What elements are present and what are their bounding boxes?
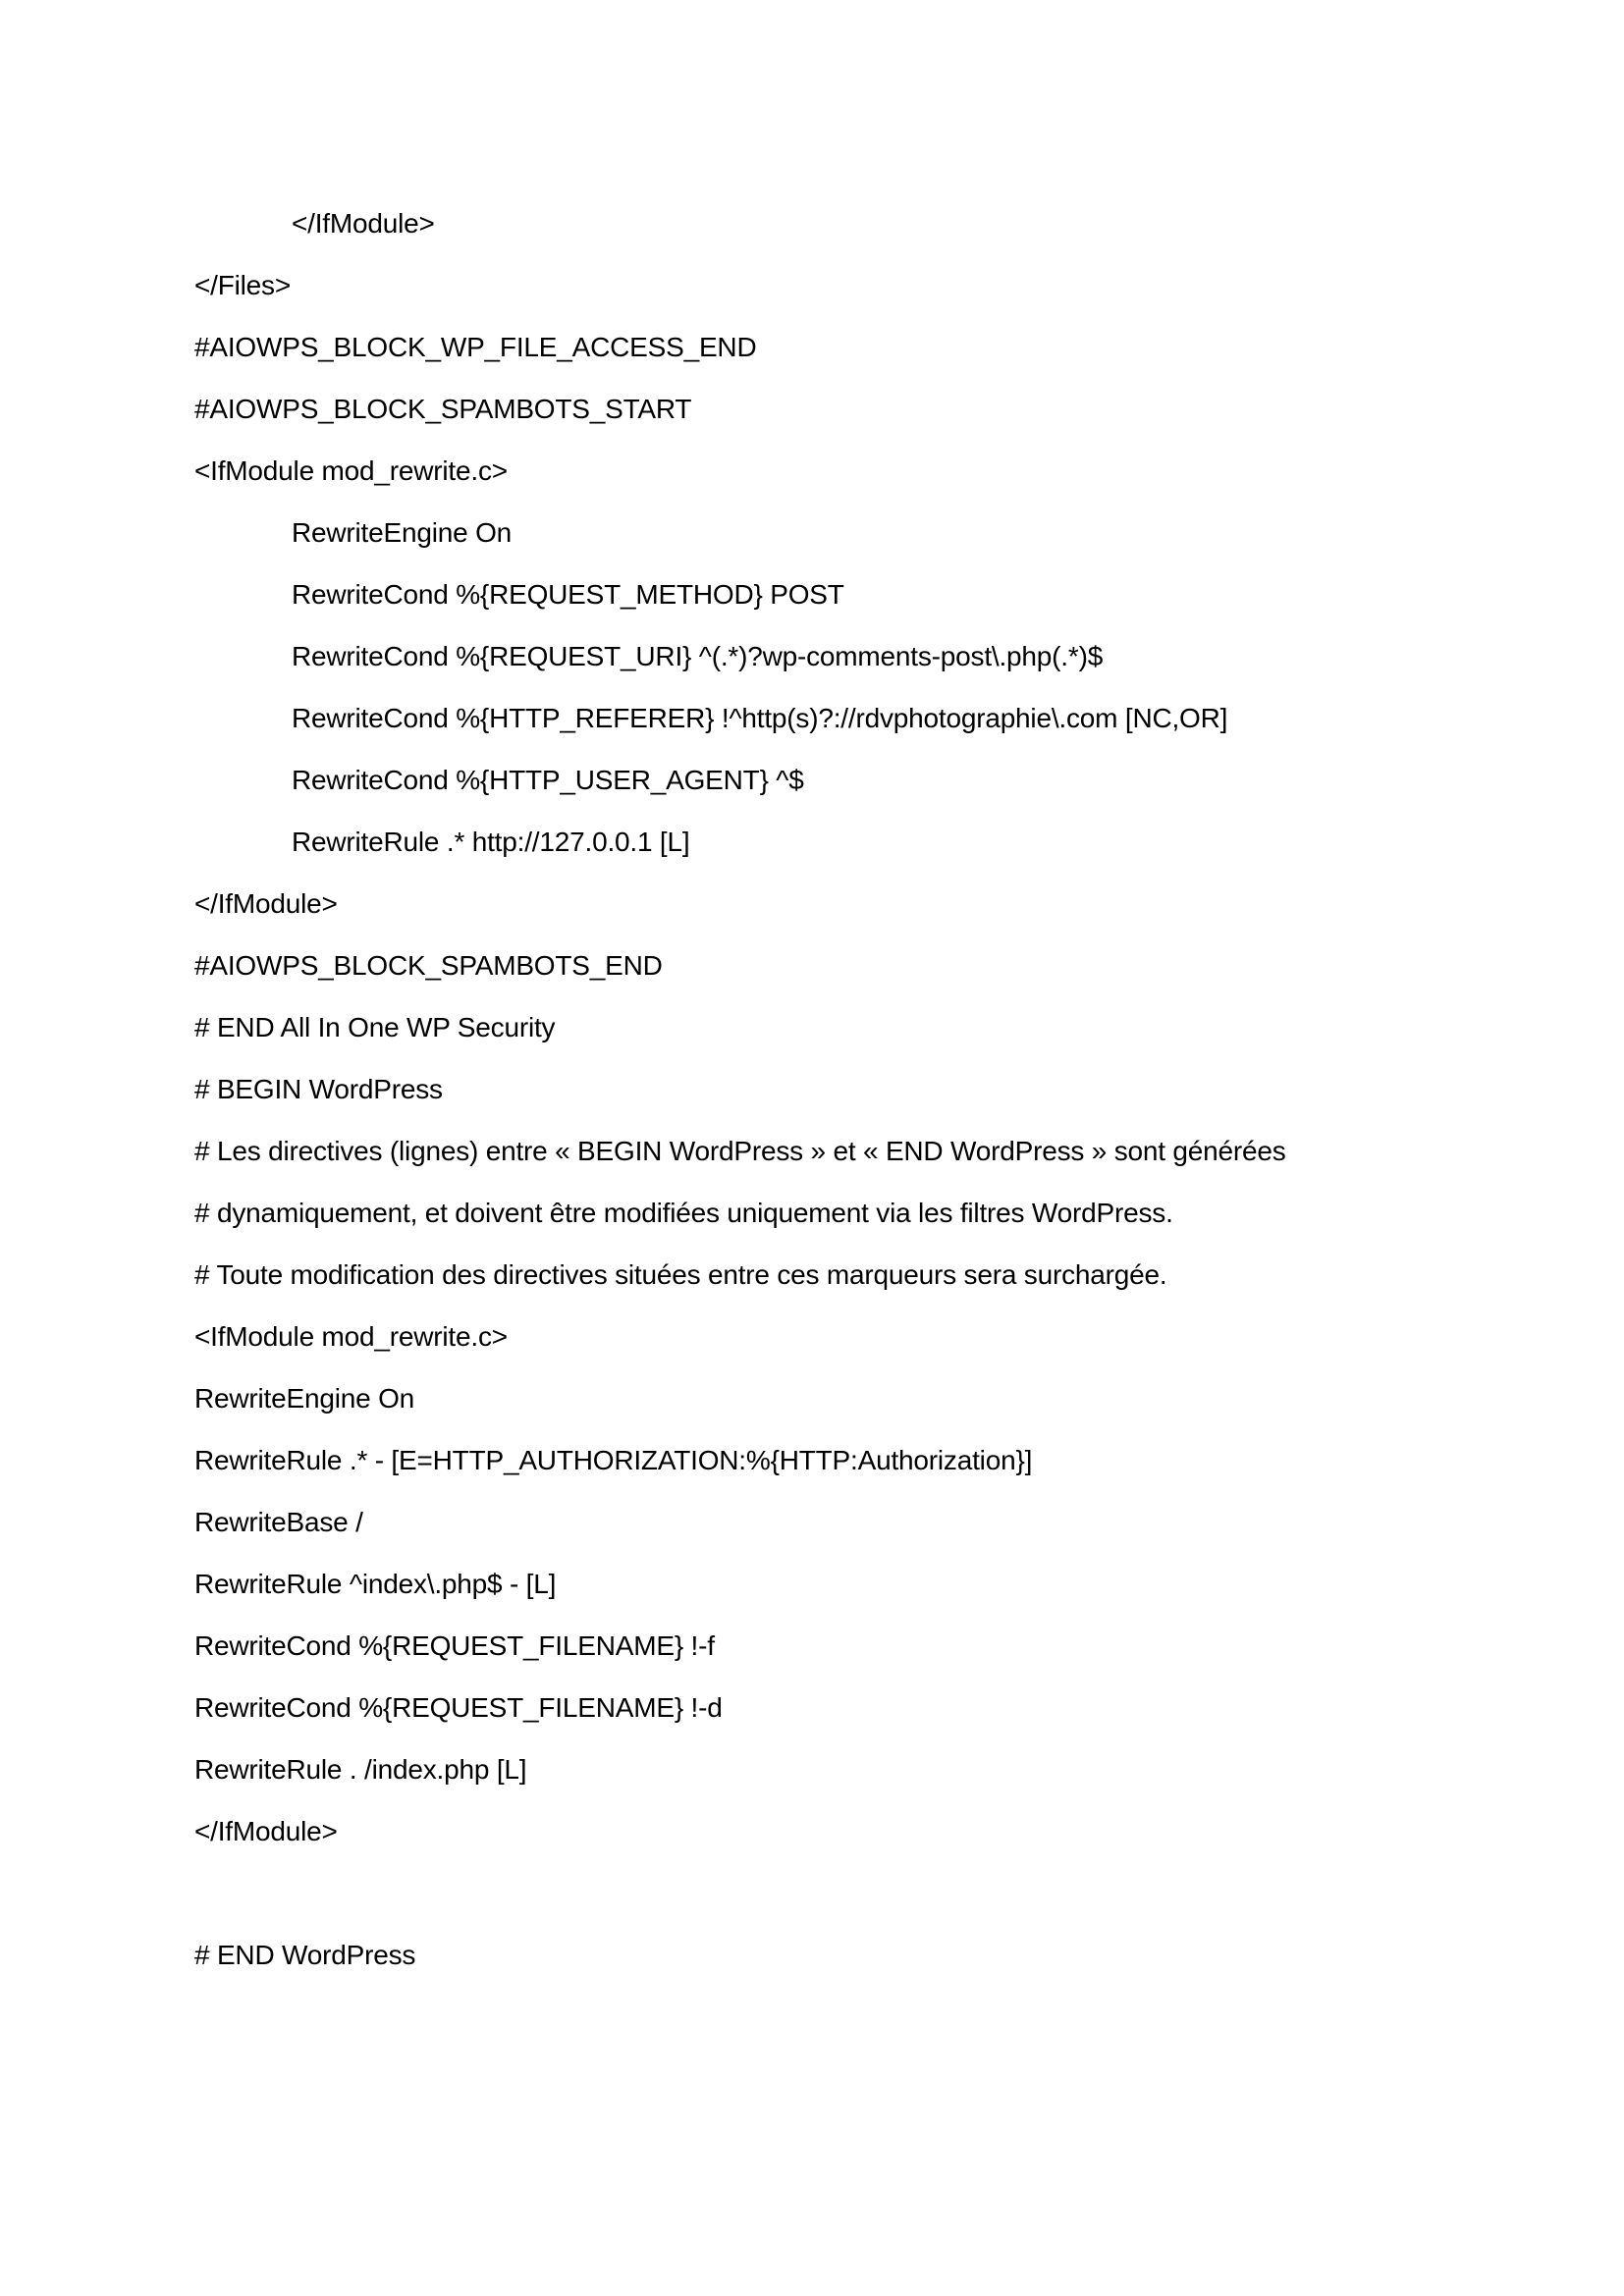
text-line: #AIOWPS_BLOCK_SPAMBOTS_START xyxy=(194,394,692,424)
text-line: # Les directives (lignes) entre « BEGIN WordPress » et « END WordPress » sont générées xyxy=(194,1136,1286,1166)
text-line: RewriteRule .* http://127.0.0.1 [L] xyxy=(292,827,690,857)
htaccess-listing xyxy=(194,192,1471,1986)
text-line: </Files> xyxy=(194,270,291,300)
text-line: RewriteCond %{REQUEST_URI} ^(.*)?wp-comments-post\.php(.*)$ xyxy=(292,641,1104,671)
text-line: RewriteCond %{HTTP_REFERER} !^http(s)?://rdvphotographie\.com [NC,OR] xyxy=(292,703,1228,733)
blank-line xyxy=(194,1862,1471,1924)
text-line: RewriteRule ^index\.php$ - [L] xyxy=(194,1569,557,1599)
text-line: </IfModule> xyxy=(194,888,338,919)
text-line: <IfModule mod_rewrite.c> xyxy=(194,455,508,486)
text-line: RewriteCond %{REQUEST_FILENAME} !-f xyxy=(194,1630,715,1661)
text-line: #AIOWPS_BLOCK_SPAMBOTS_END xyxy=(194,950,663,981)
text-line: # END All In One WP Security xyxy=(194,1012,556,1042)
text-line: # dynamiquement, et doivent être modifiées uniquement via les filtres WordPress. xyxy=(194,1198,1173,1228)
text-line: RewriteRule .* - [E=HTTP_AUTHORIZATION:%{HTTP:Authorization}] xyxy=(194,1445,1033,1475)
text-line: RewriteBase / xyxy=(194,1507,363,1537)
text-line: RewriteEngine On xyxy=(194,1383,415,1414)
text-line: # Toute modification des directives situées entre ces marqueurs sera surchargée. xyxy=(194,1259,1167,1290)
text-line: #AIOWPS_BLOCK_WP_FILE_ACCESS_END xyxy=(194,332,757,362)
text-line: </IfModule> xyxy=(194,1816,338,1846)
text-line: RewriteCond %{REQUEST_FILENAME} !-d xyxy=(194,1692,723,1723)
text-line: </IfModule> xyxy=(292,208,435,239)
text-line: RewriteRule . /index.php [L] xyxy=(194,1754,527,1785)
text-line: # END WordPress xyxy=(194,1940,416,1970)
text-line: <IfModule mod_rewrite.c> xyxy=(194,1321,508,1352)
text-line: # BEGIN WordPress xyxy=(194,1074,443,1104)
text-line: RewriteCond %{REQUEST_METHOD} POST xyxy=(292,579,844,610)
text-line: RewriteCond %{HTTP_USER_AGENT} ^$ xyxy=(292,765,804,795)
text-line: RewriteEngine On xyxy=(292,517,513,548)
